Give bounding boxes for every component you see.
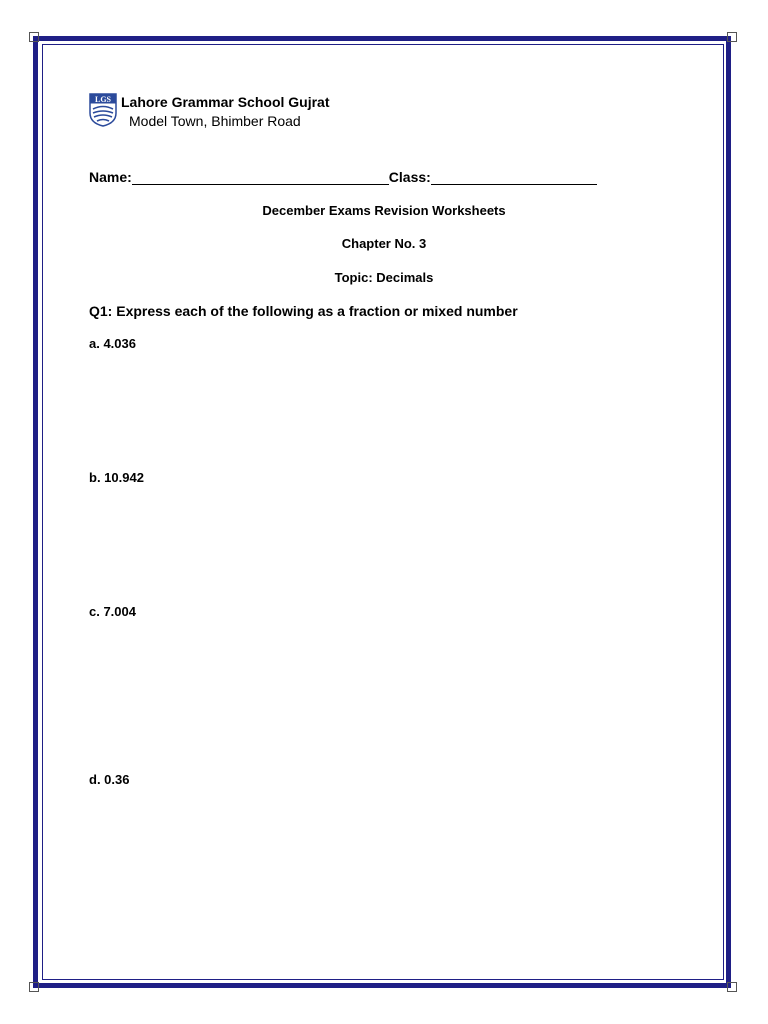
school-logo-icon [89, 93, 117, 127]
question-item-c: c. 7.004 [89, 604, 136, 619]
school-address: Model Town, Bhimber Road [129, 113, 301, 129]
question-item-d: d. 0.36 [89, 772, 130, 787]
school-name: Lahore Grammar School Gujrat [121, 94, 330, 110]
class-label: Class: [388, 169, 431, 185]
name-blank-field[interactable] [132, 170, 389, 185]
worksheet-title: December Exams Revision Worksheets [262, 203, 506, 218]
chapter-title: Chapter No. 3 [341, 236, 427, 251]
corner-mark-bottom-right [727, 982, 737, 992]
question-item-b: b. 10.942 [89, 470, 144, 485]
corner-mark-top-left [29, 32, 39, 42]
question-item-a: a. 4.036 [89, 336, 136, 351]
name-label: Name: [89, 169, 132, 185]
student-info-line [89, 169, 597, 185]
question-text: Q1: Express each of the following as a fraction or mixed number [89, 303, 518, 319]
corner-mark-bottom-left [29, 982, 39, 992]
topic-title: Topic: Decimals [334, 270, 434, 285]
class-blank-field[interactable] [431, 170, 597, 185]
logo-text: LGS [94, 95, 112, 104]
corner-mark-top-right [727, 32, 737, 42]
